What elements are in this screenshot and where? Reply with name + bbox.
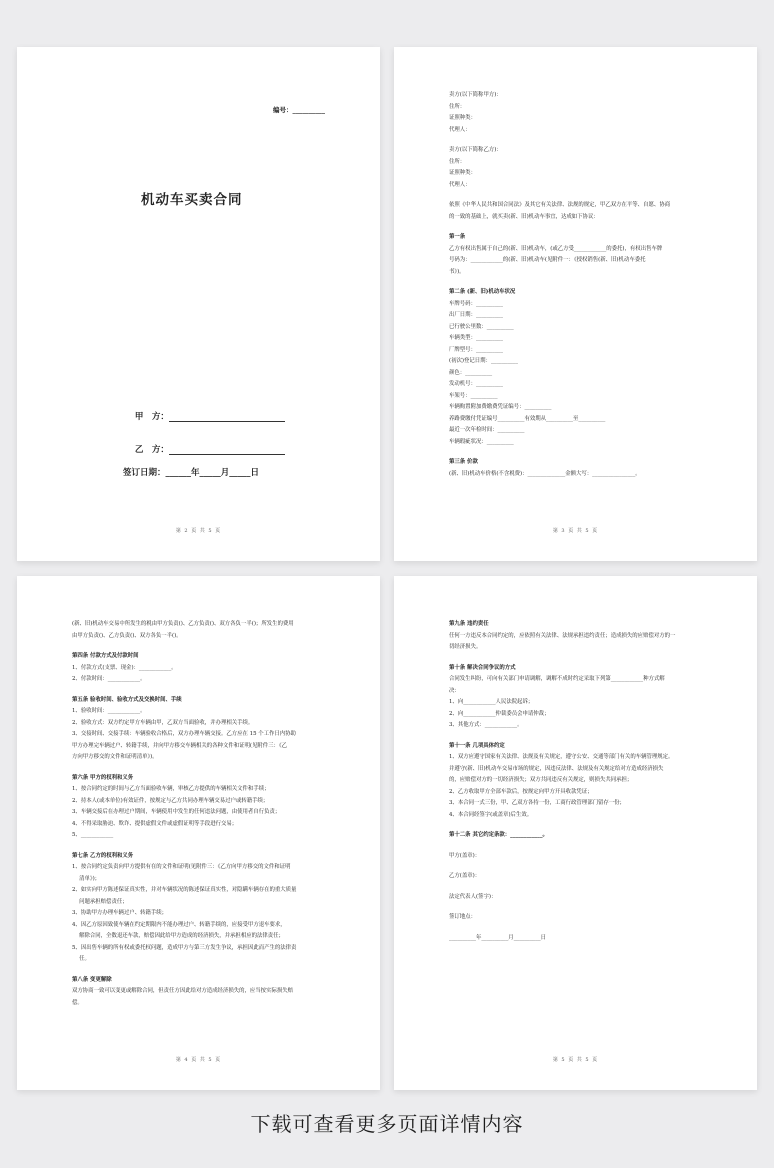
text-line: 2、如实向甲方陈述保证真实性，并对车辆状况的陈述保证真实性，对隐瞒车辆存在的重大质量 bbox=[72, 887, 297, 893]
text-line: 4、本合同经签字(或盖章)后生效。 bbox=[449, 811, 533, 818]
section-heading: 第十二条 其它约定条款：____________。 bbox=[449, 832, 548, 838]
text-line: 解除合同，全数退还车款，赔偿因此给甲方造成的经济损失，并承担相应的法律责任； bbox=[72, 933, 284, 939]
text-line: 切经济损失。 bbox=[449, 644, 482, 650]
text-line: 车架号：__________ bbox=[449, 392, 498, 399]
text-line: 2、验收方式：双方约定甲方车辆由甲，乙双方当面验收，并办理相关手续。 bbox=[72, 719, 254, 726]
text-line: 号码为：____________的(新、旧)机动车(见附件一：《授权销售(新、旧)机动车委托 bbox=[449, 257, 646, 263]
text-line: 法定代表人(签字)： bbox=[449, 893, 497, 900]
spacer bbox=[449, 903, 711, 912]
spacer bbox=[449, 862, 711, 871]
text-line: 5、____________ bbox=[72, 832, 114, 838]
text-line: 方向甲方移交的文件和证明清单》)。 bbox=[72, 754, 158, 760]
text-line: 1、验收时间：____________。 bbox=[72, 708, 146, 714]
text-line: 出厂日期：__________ bbox=[449, 312, 503, 318]
spacer bbox=[449, 136, 711, 145]
text-line: 合同发生纠纷，可向有关部门申请调解，调解不成时约定采取下列第____________种方式解 bbox=[449, 676, 665, 682]
text-line: 2、乙方收取甲方全部车款后，按规定向甲方开具收款凭证； bbox=[449, 788, 593, 795]
text-line: 决： bbox=[449, 687, 460, 694]
text-line: 2、持本人(或本单位)有效证件，按规定与乙方共同办理车辆交易过户或转籍手续； bbox=[72, 797, 269, 804]
contract-page-4 bbox=[17, 576, 380, 1090]
section-heading: 第四条 付款方式及付款时间 bbox=[72, 653, 139, 659]
text-line: 最近一次年检时间：__________ bbox=[449, 427, 525, 433]
party-b-line bbox=[123, 433, 285, 465]
section-heading: 第九条 违约责任 bbox=[449, 621, 489, 627]
section-heading: 第二条 (新、旧)机动车状况 bbox=[449, 289, 516, 295]
text-line: 厂牌型号：__________ bbox=[449, 346, 503, 353]
text-line: 2、向____________仲裁委员会申请仲裁； bbox=[449, 710, 550, 717]
contract-number: 编号：__________ bbox=[273, 106, 325, 114]
party-a-line bbox=[123, 400, 285, 432]
page-footer: 第 3 页 共 5 页 bbox=[552, 528, 599, 534]
text-line: 清单》)； bbox=[72, 875, 101, 882]
text-line: 证照种类： bbox=[449, 115, 476, 121]
text-line: 4、因乙方原因致使车辆在约定期限内不能办理过户、转籍手续的，应接受甲方退车要求， bbox=[72, 921, 286, 928]
spacer bbox=[449, 924, 711, 933]
text-line: 3、其他方式：____________。 bbox=[449, 722, 523, 728]
spacer bbox=[449, 842, 711, 851]
text-line: 1、按合同约定负责向甲方提供有在的文件和证明(见附件三：《乙方向甲方移交的文件和证明 bbox=[72, 864, 291, 870]
text-line: 车牌号码：__________ bbox=[449, 300, 503, 307]
text-line: 车辆类型：__________ bbox=[449, 335, 503, 341]
contract-page-2 bbox=[17, 47, 380, 561]
text-line: 2、付款时间：____________。 bbox=[72, 676, 146, 682]
section-heading: 第三条 价款 bbox=[449, 459, 478, 465]
text-line: 书》)。 bbox=[449, 268, 465, 275]
text-line: 4、不得采取胁迫、欺诈、提供虚假文件或虚假证明等手段进行交易； bbox=[72, 820, 238, 827]
text-line: 问题承担赔偿责任； bbox=[72, 898, 128, 905]
text-line: __________年__________月__________日 bbox=[449, 934, 547, 941]
text-line: 的一致的基础上，就买卖(新、旧)机动车事宜，达成如下协议： bbox=[449, 213, 599, 220]
section-heading: 第六条 甲方的权利和义务 bbox=[72, 774, 134, 781]
page-body bbox=[449, 90, 711, 480]
page-footer: 第 4 页 共 5 页 bbox=[175, 1057, 222, 1063]
text-line: 依照《中华人民共和国合同法》及其它有关法律、法规的规定，甲乙双方在平等、自愿、协商 bbox=[449, 202, 671, 208]
sign-date-line: 签订日期：______年_____月_____日 bbox=[123, 468, 260, 478]
text-line: 车辆购置附加费缴费凭证编号：__________ bbox=[449, 404, 552, 410]
text-line: 3、交接时间、交接手续：车辆验收合格后，双方办理车辆交接。乙方应在 15 个工作日内协助 bbox=[72, 731, 296, 737]
text-line: 3、本合同一式三份，甲、乙双方各持一份，工商行政管理部门留存一份； bbox=[449, 800, 625, 806]
section-heading: 第七条 乙方的权利和义务 bbox=[72, 852, 134, 859]
text-line: (初次)登记日期：__________ bbox=[449, 358, 518, 364]
text-line: 1、按合同约定的时间与乙方当面验收车辆，审核乙方提供的车辆相关文件和手续； bbox=[72, 786, 270, 792]
text-line: 任。 bbox=[72, 956, 90, 962]
contract-page-5 bbox=[394, 576, 757, 1090]
page-footer: 第 2 页 共 5 页 bbox=[175, 528, 222, 534]
text-line: (新、旧)机动车价格(不含税费)：______________金额大写：________________。 bbox=[449, 470, 641, 477]
party-a-blank bbox=[169, 412, 285, 422]
party-b-label: 乙 方： bbox=[134, 445, 169, 455]
text-line: 并遵守(新、旧)机动车交易市场的规定，因违反法律、法规及有关规定给对方造成经济损失 bbox=[449, 765, 664, 772]
text-line: 1、付款方式(支票、现金)：____________。 bbox=[72, 664, 177, 671]
text-line: 住所： bbox=[449, 103, 466, 110]
section-heading: 第一条 bbox=[449, 234, 466, 240]
contract-title: 机动车买卖合同 bbox=[141, 192, 243, 208]
text-line: 颜色：__________ bbox=[449, 369, 493, 376]
section-heading: 第八条 变更解除 bbox=[72, 976, 112, 983]
text-line: 5、因出售车辆的所有权或委托权问题，造成甲方与第三方发生争议，承担因此而产生的法律责 bbox=[72, 944, 297, 951]
text-line: 住所： bbox=[449, 158, 466, 165]
text-line: 养路费缴付凭证编号__________有效期从__________至__________ bbox=[449, 415, 606, 422]
section-heading: 第十条 解决合同争议的方式 bbox=[449, 664, 516, 671]
party-a-label: 甲 方： bbox=[134, 412, 169, 422]
party-b-blank bbox=[169, 445, 285, 455]
text-line: 1、双方应遵守国家有关法律、法规及有关规定，遵守公安、交通等部门有关的车辆管理规定。 bbox=[449, 754, 674, 760]
page-body bbox=[449, 619, 711, 944]
section-heading: 第十一条 几项具体约定 bbox=[449, 742, 505, 749]
text-line: 乙方有权出售属于自己的(新、旧)机动车，(或乙方受____________的委托)，有权出售车牌 bbox=[449, 245, 663, 252]
text-line: 由甲方负责()、乙方负责()、双方各负一半()。 bbox=[72, 632, 182, 639]
spacer bbox=[449, 883, 711, 892]
contract-page-3 bbox=[394, 47, 757, 561]
text-line: 任何一方违反本合同约定的，应依照有关法律、法规承担违约责任；造成损失的应赔偿对方的一 bbox=[449, 632, 676, 639]
text-line: 3、协助甲方办理车辆过户、转籍手续； bbox=[72, 910, 168, 916]
text-line: 已行驶公里数：__________ bbox=[449, 323, 514, 330]
text-line: 的，应赔偿对方的一切经济损失；双方共同违反有关规定，则损失共同承担； bbox=[449, 777, 633, 783]
text-line: 卖方(以下简称甲方)： bbox=[449, 92, 502, 98]
text-line: 代理人： bbox=[449, 126, 471, 133]
text-line: 证照种类： bbox=[449, 170, 476, 176]
text-line: 甲方办理完车辆过户、转籍手续，并向甲方移交车辆相关的各种文件和证明(见附件三：《乙 bbox=[72, 742, 288, 749]
page-body bbox=[72, 619, 334, 1009]
text-line: 发动机号：__________ bbox=[449, 381, 503, 387]
text-line: 甲方(盖章)： bbox=[449, 852, 481, 859]
text-line: 乙方(盖章)： bbox=[449, 873, 481, 879]
text-line: 3、车辆交接后在办理过户期间，车辆使用中发生的任何违法问题，由使用者自行负责； bbox=[72, 809, 281, 815]
section-heading: 第五条 验收时间、验收方式及交换时间、手续 bbox=[72, 696, 182, 703]
page-footer: 第 5 页 共 5 页 bbox=[552, 1057, 599, 1063]
text-line: 代理人： bbox=[449, 181, 471, 188]
text-line: 1、向____________人民法院起诉； bbox=[449, 699, 534, 705]
text-line: 车辆瑕疵状况：__________ bbox=[449, 438, 514, 445]
download-more-banner[interactable]: 下载可查看更多页面详情内容 bbox=[250, 1112, 524, 1136]
text-line: (新、旧)机动车交易中所发生的税由甲方负责()、乙方负责()、双方各负一半()；所发生的费用 bbox=[72, 621, 294, 627]
text-line: 偿。 bbox=[72, 999, 83, 1006]
text-line: 签订地点： bbox=[449, 914, 476, 920]
text-line: 双方协商一致可以变更或解除合同，但责任方因此给对方造成经济损失的，应当按实际损失赔 bbox=[72, 988, 294, 994]
spacer bbox=[449, 191, 711, 200]
text-line: 卖方(以下简称乙方)： bbox=[449, 147, 502, 153]
